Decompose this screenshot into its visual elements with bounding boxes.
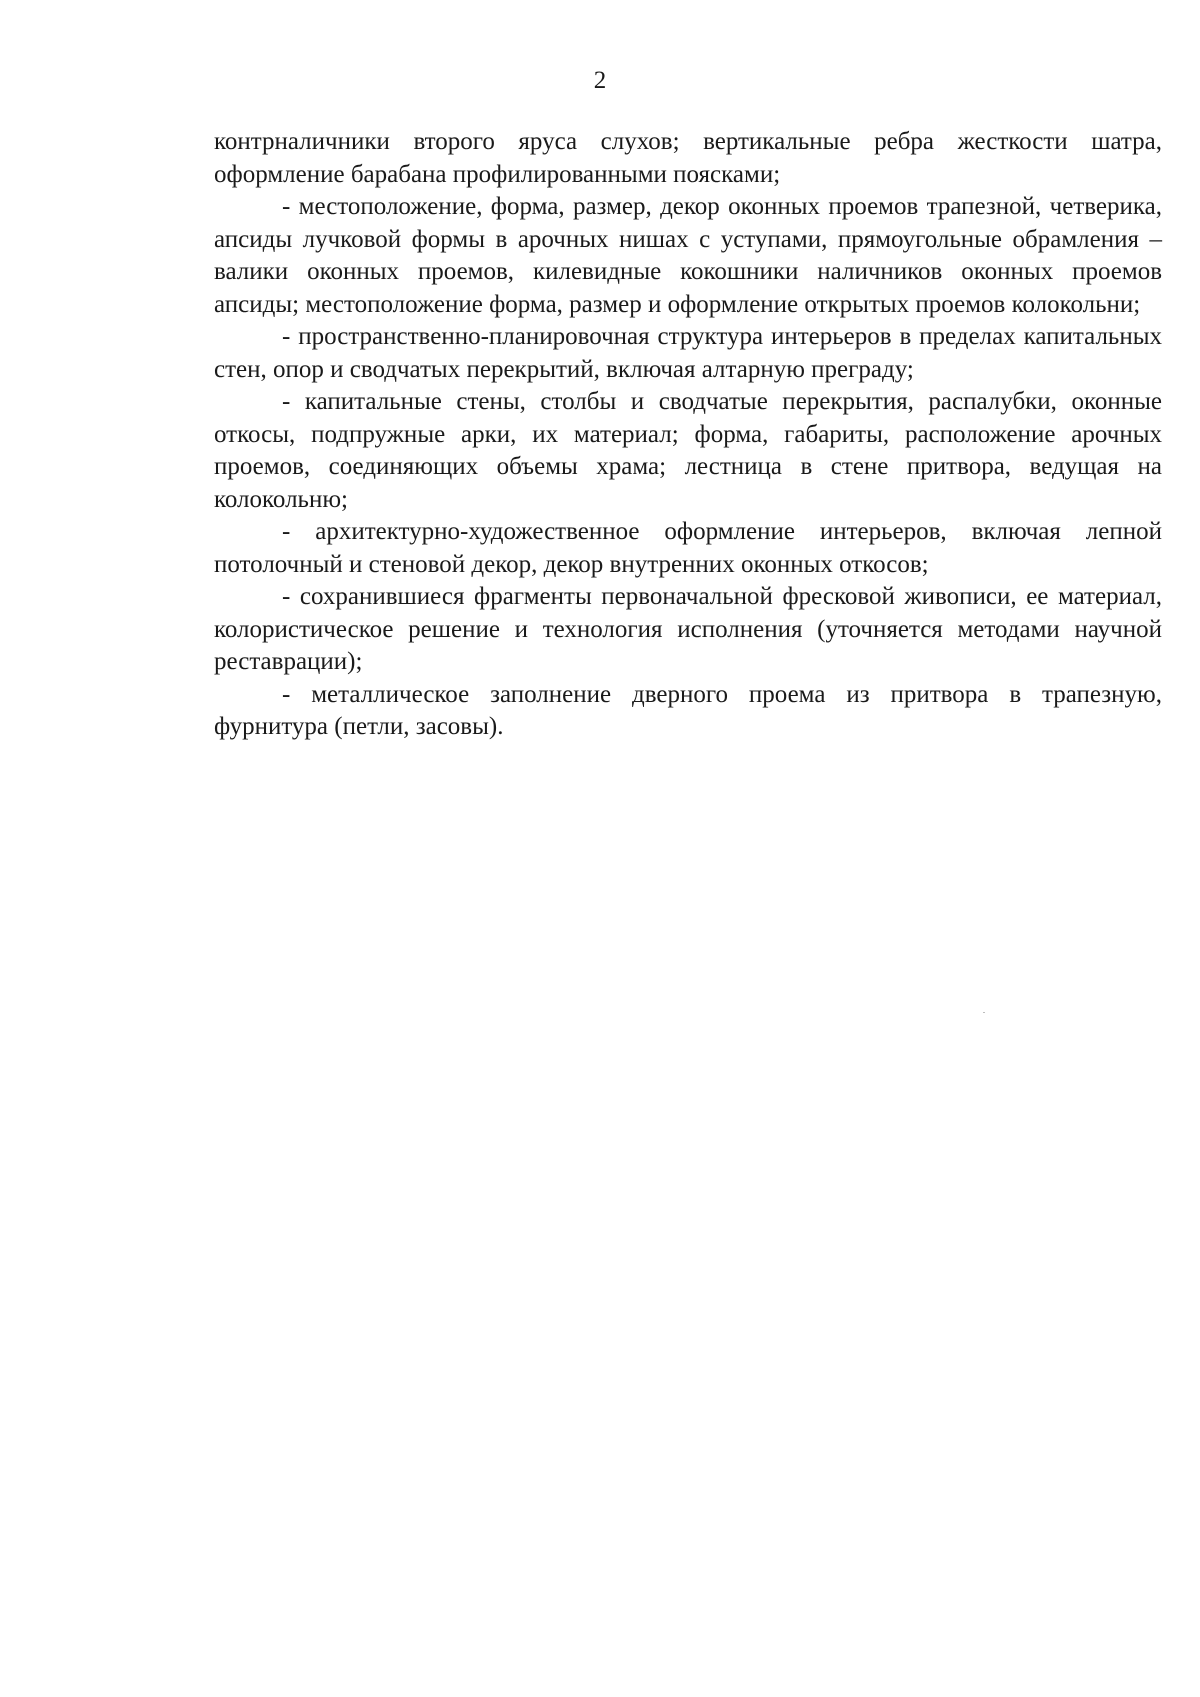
- document-body: [214, 126, 1162, 744]
- scan-speck: [983, 1012, 985, 1013]
- paragraph-metal-door-fill: - металлическое заполнение дверного проема из притвора в трапезную, фурнитура (петли, засовы).: [214, 680, 1162, 740]
- paragraph-interior-decoration: - архитектурно-художественное оформление интерьеров, включая лепной потолочный и стеновой декор, декор внутренних оконных откосов;: [214, 518, 1162, 578]
- paragraph-capital-walls: - капитальные стены, столбы и сводчатые перекрытия, распалубки, оконные откосы, подпружные арки, их материал; форма, габариты, расположение арочных проемов, соединяющих объемы храма; лестница в стене притвора, ведущая на колокольню;: [214, 388, 1162, 513]
- paragraph-interior-structure: - пространственно-планировочная структура интерьеров в пределах капитальных стен, опор и сводчатых перекрытий, включая алтарную преграду;: [214, 323, 1162, 383]
- paragraph-window-openings: - местоположение, форма, размер, декор оконных проемов трапезной, четверика, апсиды лучковой формы в арочных нишах с уступами, прямоугольные обрамления – валики оконных проемов, килевидные кокошники наличников оконных проемов апсиды; местоположение форма, размер и оформление открытых проемов колокольни;: [214, 193, 1162, 318]
- page-number: 2: [593, 67, 607, 94]
- paragraph-continuation: контрналичники второго яруса слухов; вертикальные ребра жесткости шатра, оформление барабана профилированными поясками;: [214, 128, 1162, 188]
- paragraph-fresco-painting: - сохранившиеся фрагменты первоначальной фресковой живописи, ее материал, колористическое решение и технология исполнения (уточняется методами научной реставрации);: [214, 583, 1162, 675]
